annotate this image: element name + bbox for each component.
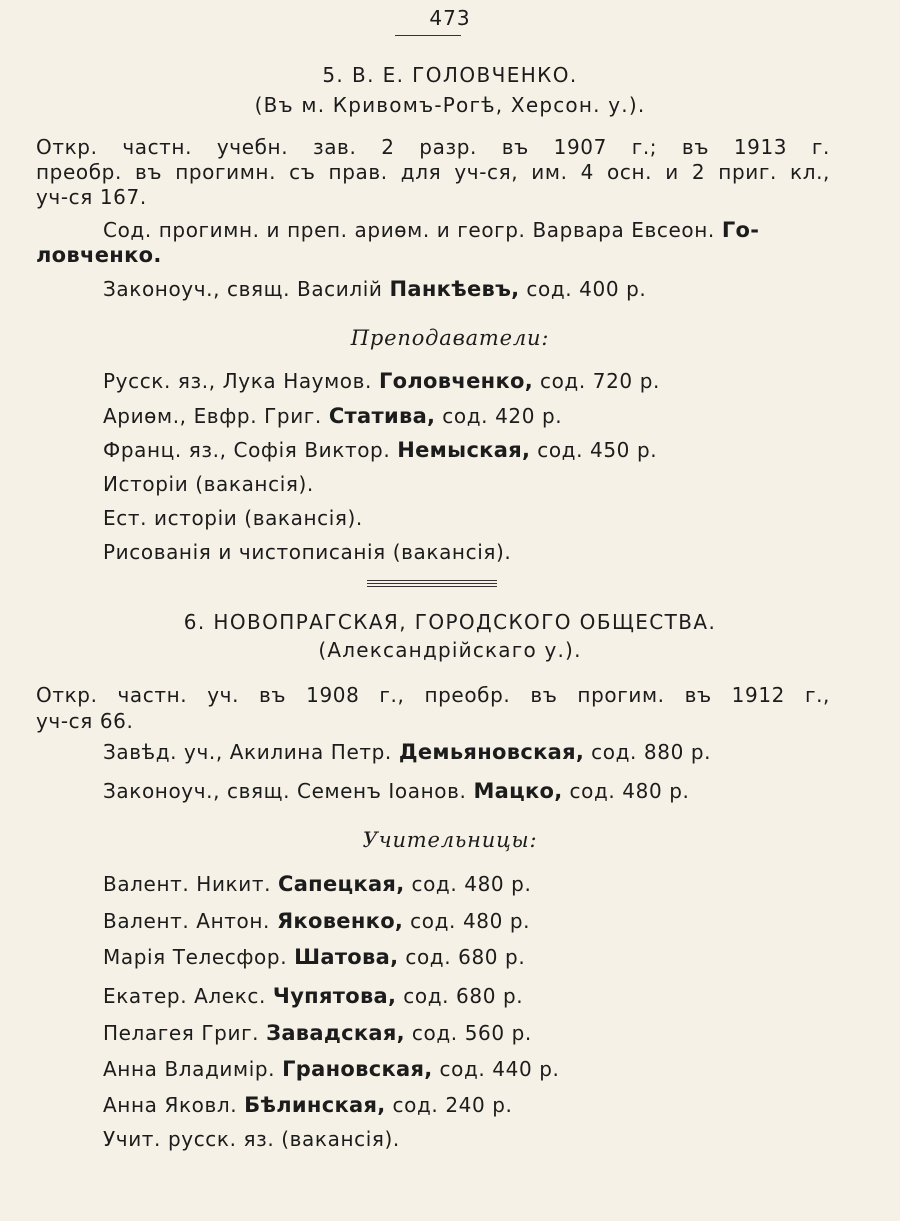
teacher-position: Ариѳм., Евфр. Григ. <box>103 404 322 428</box>
teacher-position: Русск. яз., Лука Наумов. <box>103 369 372 393</box>
teacher-surname: Головченко, <box>378 369 534 393</box>
section-6-teachers-title: Учительницы: <box>362 828 538 852</box>
teacher-position: Екатер. Алекс. <box>103 984 266 1008</box>
teacher-position: Марія Телесфор. <box>103 945 288 969</box>
teacher-salary: сод. 560 р. <box>411 1021 532 1045</box>
teacher-salary: сод. 680 р. <box>403 984 524 1008</box>
teacher-salary: сод. 480 р. <box>411 872 532 896</box>
teacher-surname: Сапецкая, <box>278 872 405 896</box>
head-surname-part-1: Го- <box>721 218 760 242</box>
teacher-position: Валент. Антон. <box>103 909 270 933</box>
teacher-surname: Грановская, <box>282 1057 433 1081</box>
teacher-salary: сод. 720 р. <box>539 369 660 393</box>
teacher-surname: Бѣлинская, <box>244 1093 386 1117</box>
teacher-salary: сод. 420 р. <box>442 404 563 428</box>
section-6-desc-line-2: уч-ся 66. <box>36 709 134 733</box>
section-5-location: (Въ м. Кривомъ-Рогѣ, Херсон. у.). <box>254 93 646 117</box>
teacher-row <box>103 984 523 1008</box>
teacher-row <box>103 945 525 969</box>
law-teacher-name: Панкѣевъ, <box>389 277 520 301</box>
teacher-row <box>103 1127 400 1151</box>
section-5-teachers-title: Преподаватели: <box>350 326 550 350</box>
section-5-law-teacher <box>103 277 646 301</box>
section-5-head-line-2 <box>36 243 162 267</box>
teacher-row <box>103 540 511 564</box>
teacher-position: Анна Яковл. <box>103 1093 238 1117</box>
section-5-desc-line-3: уч-ся 167. <box>36 185 147 209</box>
teacher-row <box>103 1021 532 1045</box>
teacher-position: Ест. исторіи (вакансія). <box>103 506 363 530</box>
section-6-location: (Александрійскаго у.). <box>318 638 582 662</box>
teacher-row <box>103 369 660 393</box>
page-number: 473 <box>429 6 471 30</box>
teacher-row <box>103 1057 560 1081</box>
teacher-position: Учит. русск. яз. (вакансія). <box>103 1127 400 1151</box>
section-6-desc-line-1: Откр. частн. уч. въ 1908 г., преобр. въ прогим. въ 1912 г., <box>36 683 830 707</box>
teacher-surname: Немыская, <box>397 438 531 462</box>
teacher-row <box>103 872 531 896</box>
teacher-surname: Чупятова, <box>272 984 397 1008</box>
teacher-row <box>103 506 363 530</box>
law-teacher-salary: сод. 480 р. <box>569 779 690 803</box>
head-surname: Демьяновская, <box>398 740 585 764</box>
section-5-desc-line-1: Откр. частн. учебн. зав. 2 разр. въ 1907 г.; въ 1913 г. <box>36 135 830 159</box>
section-6-heading: 6. НОВОПРАГСКАЯ, ГОРОДСКОГО ОБЩЕСТВА. <box>183 610 717 634</box>
teacher-salary: сод. 480 р. <box>410 909 531 933</box>
teacher-row <box>103 472 314 496</box>
teacher-salary: сод. 450 р. <box>537 438 658 462</box>
teacher-row <box>103 404 562 428</box>
law-teacher-prefix: Законоуч., свящ. Василій <box>103 277 383 301</box>
teacher-salary: сод. 240 р. <box>392 1093 513 1117</box>
page-number-rule <box>395 35 461 36</box>
teacher-row <box>103 1093 513 1117</box>
head-salary: сод. 880 р. <box>591 740 712 764</box>
teacher-salary: сод. 440 р. <box>439 1057 560 1081</box>
law-teacher-name: Мацко, <box>473 779 563 803</box>
section-5-head-line-1 <box>103 218 759 242</box>
head-surname-part-2: ловченко. <box>36 243 162 267</box>
section-5-heading: 5. В. Е. ГОЛОВЧЕНКО. <box>322 63 578 87</box>
section-6-head <box>103 740 711 764</box>
law-teacher-prefix: Законоуч., свящ. Семенъ Іоанов. <box>103 779 467 803</box>
teacher-salary: сод. 680 р. <box>405 945 526 969</box>
teacher-position: Валент. Никит. <box>103 872 272 896</box>
teacher-surname: Статива, <box>328 404 436 428</box>
teacher-position: Исторіи (вакансія). <box>103 472 314 496</box>
head-prefix: Завѣд. уч., Акилина Петр. <box>103 740 392 764</box>
teacher-surname: Яковенко, <box>276 909 404 933</box>
law-teacher-salary: сод. 400 р. <box>526 277 647 301</box>
section-5-desc-line-2: преобр. въ прогимн. съ прав. для уч-ся, им. 4 осн. и 2 приг. кл., <box>36 160 830 184</box>
teacher-row <box>103 438 657 462</box>
teacher-position: Рисованія и чистописанія (вакансія). <box>103 540 512 564</box>
section-separator <box>367 580 497 589</box>
teacher-position: Пелагея Григ. <box>103 1021 260 1045</box>
teacher-row <box>103 909 530 933</box>
head-prefix: Сод. прогимн. и преп. ариѳм. и геогр. Варвара Евсеон. <box>103 218 715 242</box>
teacher-surname: Шатова, <box>294 945 399 969</box>
teacher-position: Анна Владимір. <box>103 1057 276 1081</box>
teacher-position: Франц. яз., Софія Виктор. <box>103 438 391 462</box>
teacher-surname: Завадская, <box>266 1021 405 1045</box>
section-6-law-teacher <box>103 779 689 803</box>
